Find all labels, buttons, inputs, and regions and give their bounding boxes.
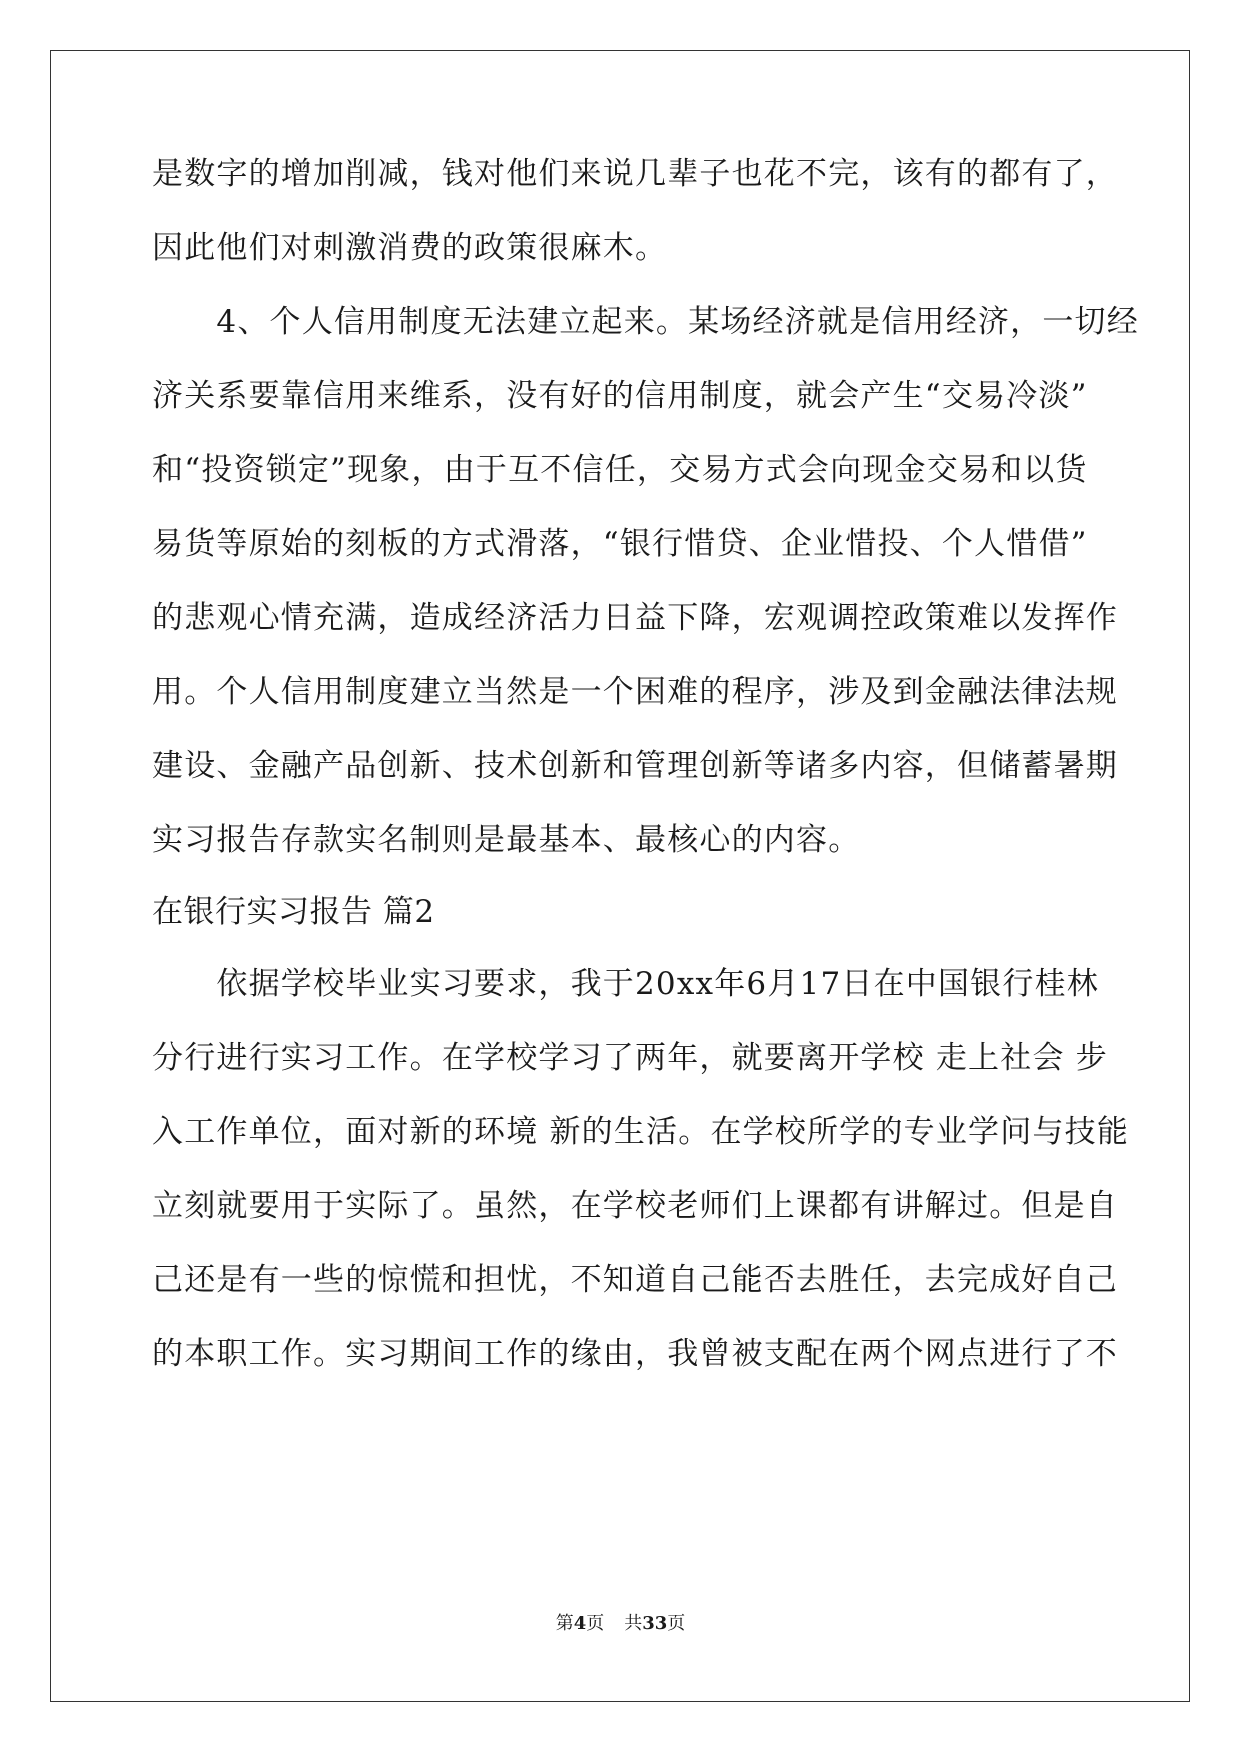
footer-prefix: 第 (555, 1613, 574, 1634)
text-line: 分行进行实习工作。在学校学习了两年，就要离开学校 走上社会 步 (152, 1040, 1108, 1076)
text-line: 依据学校毕业实习要求，我于20xx年6月17日在中国银行桂林 (152, 966, 1099, 1002)
text-line: 4、个人信用制度无法建立起来。某场经济就是信用经济，一切经 (152, 304, 1139, 340)
page-footer (0, 1612, 1241, 1636)
text-line: 入工作单位，面对新的环境 新的生活。在学校所学的专业学问与技能 (152, 1114, 1130, 1150)
text-line: 易货等原始的刻板的方式滑落，“银行惜贷、企业惜投、个人惜借” (152, 526, 1088, 562)
text-line: 的悲观心情充满，造成经济活力日益下降，宏观调控政策难以发挥作 (152, 600, 1118, 636)
text-line: 因此他们对刺激消费的政策很麻木。 (152, 230, 668, 266)
page-border (50, 50, 1190, 1702)
footer-total-suffix: 页 (667, 1613, 686, 1634)
section-heading: 在银行实习报告 篇2 (152, 894, 435, 930)
text-line: 立刻就要用于实际了。虽然，在学校老师们上课都有讲解过。但是自 (152, 1188, 1118, 1224)
footer-page-suffix: 页 (586, 1613, 605, 1634)
text-line: 是数字的增加削减，钱对他们来说几辈子也花不完，该有的都有了， (152, 156, 1118, 192)
text-line: 己还是有一些的惊慌和担忧，不知道自己能否去胜任，去完成好自己 (152, 1262, 1118, 1298)
text-line: 实习报告存款实名制则是最基本、最核心的内容。 (152, 822, 861, 858)
text-line: 建设、金融产品创新、技术创新和管理创新等诸多内容，但储蓄暑期 (152, 748, 1118, 784)
text-line: 用。个人信用制度建立当然是一个困难的程序，涉及到金融法律法规 (152, 674, 1118, 710)
total-page-count: 33 (642, 1613, 668, 1634)
footer-total-prefix: 共 (624, 1613, 643, 1634)
text-line: 济关系要靠信用来维系，没有好的信用制度，就会产生“交易冷淡” (152, 378, 1088, 414)
text-line: 和“投资锁定”现象，由于互不信任，交易方式会向现金交易和以货 (152, 452, 1088, 488)
text-line: 的本职工作。实习期间工作的缘由，我曾被支配在两个网点进行了不 (152, 1336, 1118, 1372)
current-page-number: 4 (573, 1613, 587, 1634)
